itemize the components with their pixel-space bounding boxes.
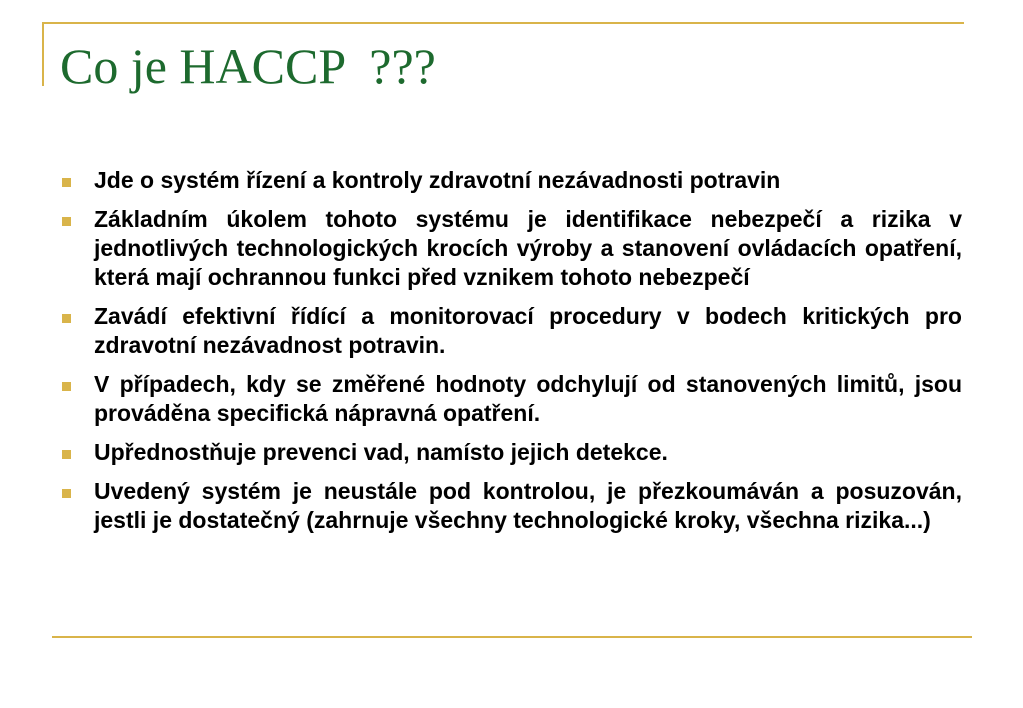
- bullet-text: Uvedený systém je neustále pod kontrolou, je přezkoumáván a posuzován, jestli je dostatečný (zahrnuje všechny technologické kroky, všechna rizika...): [94, 478, 962, 533]
- bullet-text: Základním úkolem tohoto systému je identifikace nebezpečí a rizika v jednotlivých technologických krocích výroby a stanovení ovládacích opatření, která mají ochrannou funkci před vznikem tohoto nebezpečí: [94, 206, 962, 290]
- bullet-list: [60, 166, 962, 545]
- bullet-item: [60, 205, 962, 292]
- bullet-item: [60, 477, 962, 535]
- square-bullet-icon: [62, 178, 71, 187]
- square-bullet-icon: [62, 489, 71, 498]
- square-bullet-icon: [62, 382, 71, 391]
- bullet-text: Upřednostňuje prevenci vad, namísto jejich detekce.: [94, 439, 668, 465]
- square-bullet-icon: [62, 314, 71, 323]
- bullet-text: Jde o systém řízení a kontroly zdravotní nezávadnosti potravin: [94, 167, 781, 193]
- bullet-item: [60, 166, 962, 195]
- slide-title: Co je HACCP ???: [60, 38, 436, 94]
- bullet-item: [60, 370, 962, 428]
- square-bullet-icon: [62, 450, 71, 459]
- square-bullet-icon: [62, 217, 71, 226]
- top-divider: [42, 22, 964, 24]
- bullet-item: [60, 302, 962, 360]
- bullet-item: [60, 438, 962, 467]
- bullet-text: Zavádí efektivní řídící a monitorovací procedury v bodech kritických pro zdravotní nezávadnost potravin.: [94, 303, 962, 358]
- left-divider: [42, 22, 44, 86]
- bottom-divider: [52, 636, 972, 638]
- bullet-text: V případech, kdy se změřené hodnoty odchylují od stanovených limitů, jsou prováděna specifická nápravná opatření.: [94, 371, 962, 426]
